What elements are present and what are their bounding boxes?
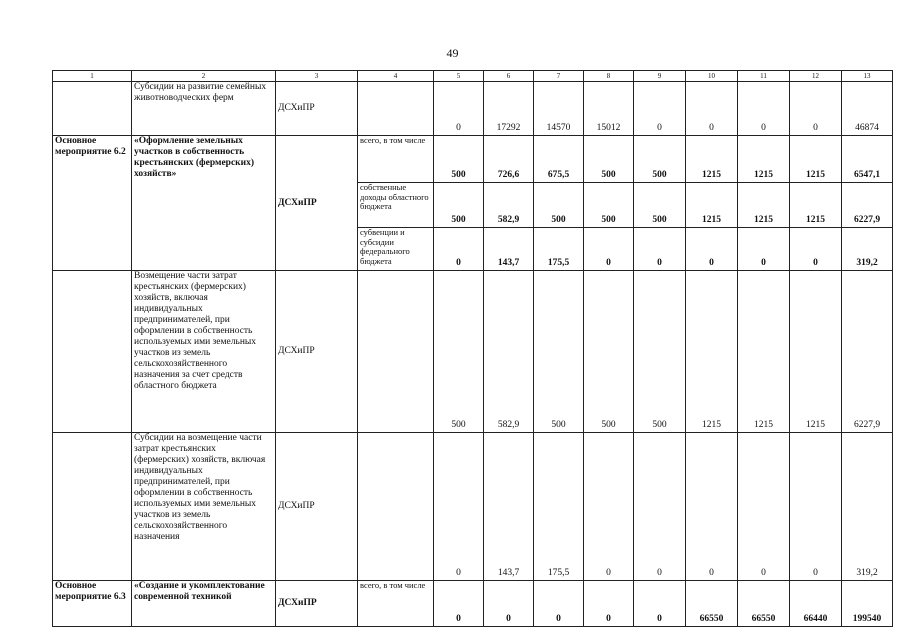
col-header: 4 — [358, 71, 434, 82]
value-cell: 500 — [434, 183, 484, 228]
table-row — [53, 581, 893, 627]
value-cell: 1215 — [738, 183, 790, 228]
value-cell: 6227,9 — [842, 271, 893, 433]
value-cell: 199540 — [842, 581, 893, 627]
col-header: 7 — [534, 71, 584, 82]
value-cell: 15012 — [584, 82, 634, 136]
value-cell: 66550 — [686, 581, 738, 627]
col-header: 3 — [276, 71, 358, 82]
value-cell: 143,7 — [484, 228, 534, 271]
value-cell: 675,5 — [534, 136, 584, 183]
description-cell: «Оформление земельных участков в собственность крестьянских (фермерских) хозяйств» — [132, 136, 276, 271]
col-header: 2 — [132, 71, 276, 82]
value-cell: 6227,9 — [842, 183, 893, 228]
col-header: 13 — [842, 71, 893, 82]
value-cell: 1215 — [686, 271, 738, 433]
page-number: 49 — [446, 46, 459, 60]
value-cell: 1215 — [686, 136, 738, 183]
value-cell: 500 — [634, 271, 686, 433]
col-header: 9 — [634, 71, 686, 82]
value-cell: 66440 — [790, 581, 842, 627]
value-cell: 726,6 — [484, 136, 534, 183]
source-cell: всего, в том числе — [358, 581, 434, 627]
value-cell: 0 — [434, 228, 484, 271]
value-cell: 0 — [484, 581, 534, 627]
col-header: 10 — [686, 71, 738, 82]
col-header: 11 — [738, 71, 790, 82]
value-cell: 0 — [584, 228, 634, 271]
value-cell: 1215 — [686, 183, 738, 228]
value-cell: 0 — [584, 433, 634, 581]
source-cell: всего, в том числе — [358, 136, 434, 183]
value-cell: 0 — [686, 433, 738, 581]
value-cell: 500 — [584, 271, 634, 433]
executor-cell: ДСХиПР — [276, 581, 358, 627]
value-cell: 0 — [686, 82, 738, 136]
value-cell: 0 — [790, 228, 842, 271]
value-cell: 0 — [738, 228, 790, 271]
table-row — [53, 433, 893, 581]
source-cell: субвенции и субсидии федерального бюджета — [358, 228, 434, 271]
value-cell: 0 — [434, 581, 484, 627]
value-cell: 0 — [584, 581, 634, 627]
value-cell: 582,9 — [484, 271, 534, 433]
description-cell: Субсидии на возмещение части затрат крестьянских (фермерских) хозяйств, включая индивидуальных предпринимателей, при оформлении в собственность используемых ими земельных участков из земель сельскохозяйственного назначения — [132, 433, 276, 581]
value-cell: 500 — [534, 183, 584, 228]
value-cell: 0 — [434, 433, 484, 581]
executor-cell: ДСХиПР — [276, 82, 358, 136]
value-cell: 0 — [790, 82, 842, 136]
col-header: 5 — [434, 71, 484, 82]
value-cell: 500 — [634, 136, 686, 183]
value-cell: 500 — [584, 183, 634, 228]
source-cell — [358, 271, 434, 433]
value-cell: 0 — [634, 581, 686, 627]
column-number-row — [53, 71, 893, 82]
col-header: 8 — [584, 71, 634, 82]
executor-cell: ДСХиПР — [276, 433, 358, 581]
budget-table — [52, 70, 893, 627]
value-cell: 143,7 — [484, 433, 534, 581]
description-cell: «Создание и укомплектование современной техникой — [132, 581, 276, 627]
value-cell: 46874 — [842, 82, 893, 136]
source-cell: собственные доходы областного бюджета — [358, 183, 434, 228]
value-cell: 1215 — [738, 136, 790, 183]
value-cell: 500 — [434, 136, 484, 183]
value-cell: 500 — [534, 271, 584, 433]
value-cell: 500 — [434, 271, 484, 433]
value-cell: 14570 — [534, 82, 584, 136]
table-row — [53, 136, 893, 183]
col-header: 1 — [53, 71, 132, 82]
activity-cell: Основное мероприятие 6.2 — [53, 136, 132, 271]
value-cell: 319,2 — [842, 228, 893, 271]
value-cell: 17292 — [484, 82, 534, 136]
executor-cell: ДСХиПР — [276, 271, 358, 433]
value-cell: 1215 — [790, 136, 842, 183]
activity-cell — [53, 82, 132, 136]
value-cell: 1215 — [738, 271, 790, 433]
value-cell: 500 — [634, 183, 686, 228]
col-header: 12 — [790, 71, 842, 82]
description-cell: Субсидии на развитие семейных животноводческих ферм — [132, 82, 276, 136]
source-cell — [358, 82, 434, 136]
value-cell: 0 — [634, 433, 686, 581]
value-cell: 0 — [634, 228, 686, 271]
value-cell: 319,2 — [842, 433, 893, 581]
table-row — [53, 82, 893, 136]
value-cell: 0 — [790, 433, 842, 581]
executor-cell: ДСХиПР — [276, 136, 358, 271]
table-row — [53, 271, 893, 433]
description-cell: Возмещение части затрат крестьянских (фермерских) хозяйств, включая индивидуальных предпринимателей, при оформлении в собственность используемых ими земельных участков из земель сельскохозяйственного назначения за счет средств областного бюджета — [132, 271, 276, 433]
activity-cell: Основное мероприятие 6.3 — [53, 581, 132, 627]
value-cell: 0 — [634, 82, 686, 136]
value-cell: 582,9 — [484, 183, 534, 228]
value-cell: 1215 — [790, 271, 842, 433]
value-cell: 66550 — [738, 581, 790, 627]
value-cell: 175,5 — [534, 433, 584, 581]
activity-cell — [53, 433, 132, 581]
value-cell: 0 — [686, 228, 738, 271]
source-cell — [358, 433, 434, 581]
value-cell: 0 — [738, 433, 790, 581]
col-header: 6 — [484, 71, 534, 82]
activity-cell — [53, 271, 132, 433]
value-cell: 175,5 — [534, 228, 584, 271]
value-cell: 6547,1 — [842, 136, 893, 183]
value-cell: 0 — [738, 82, 790, 136]
value-cell: 0 — [534, 581, 584, 627]
value-cell: 500 — [584, 136, 634, 183]
value-cell: 0 — [434, 82, 484, 136]
value-cell: 1215 — [790, 183, 842, 228]
